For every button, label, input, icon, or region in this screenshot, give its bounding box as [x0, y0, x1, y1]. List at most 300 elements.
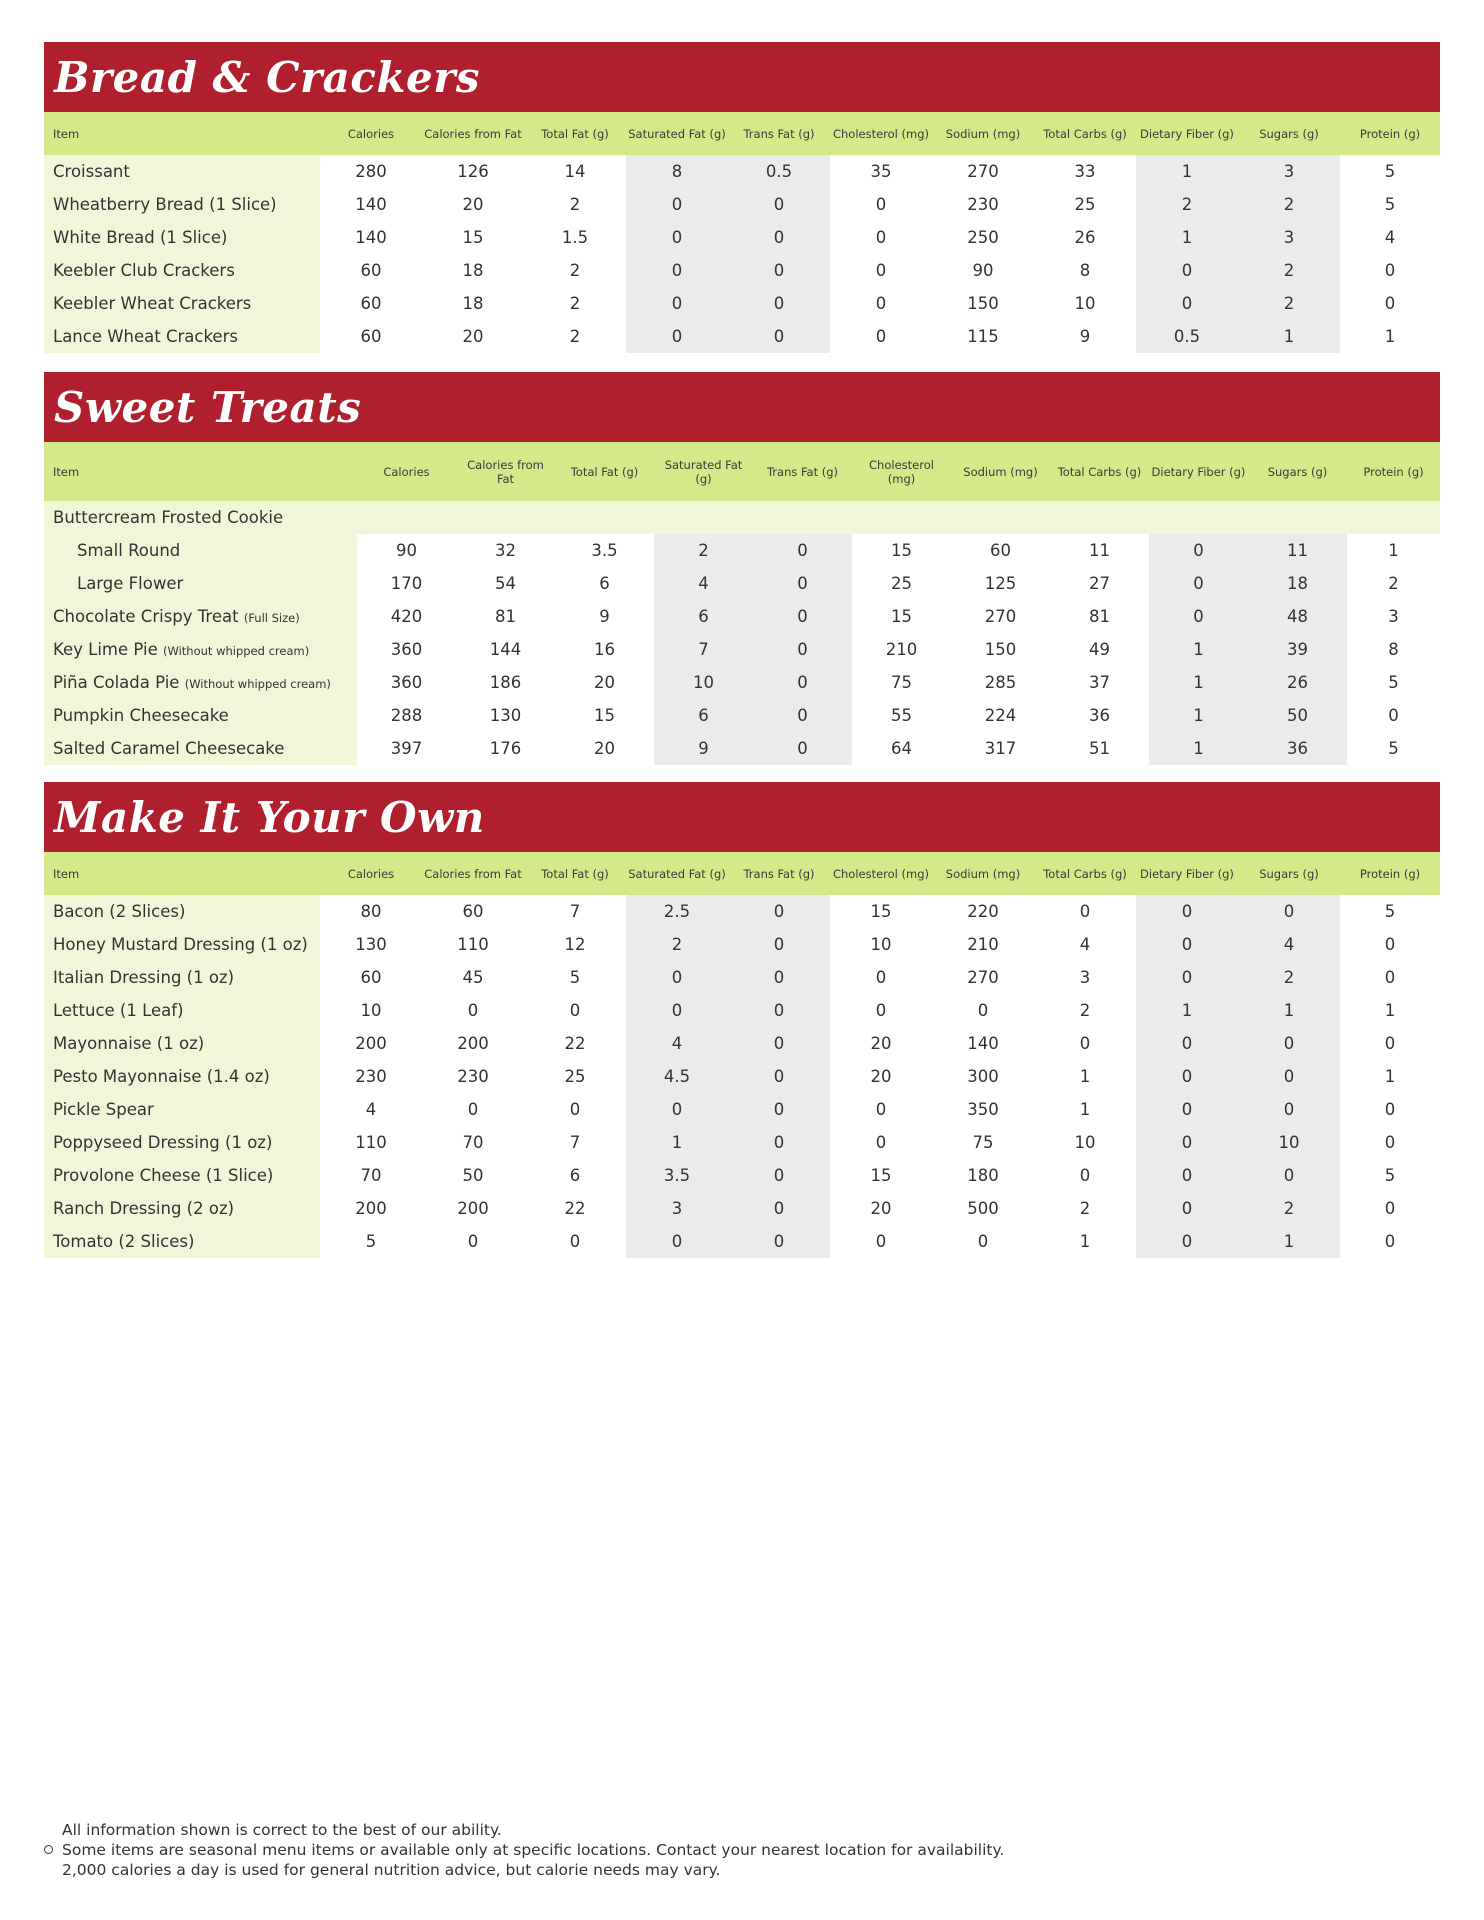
make-it-your-own-section	[44, 782, 1440, 1258]
nutrition-value: 0	[728, 1027, 830, 1060]
item-name-text: White Bread (1 Slice)	[53, 228, 228, 247]
nutrition-value: 0	[875, 968, 887, 987]
nutrition-value: 1	[1149, 699, 1248, 732]
table-row	[44, 1192, 1440, 1225]
item-name	[44, 895, 320, 928]
nutrition-value: 1	[1149, 666, 1248, 699]
nutrition-value: 0	[875, 1232, 887, 1251]
nutrition-value: 0.5	[1136, 320, 1238, 353]
table-row	[44, 666, 1440, 699]
nutrition-value: 270	[967, 968, 999, 987]
column-header: Cholesterol (mg)	[852, 442, 951, 501]
nutrition-value: 22	[564, 1199, 586, 1218]
table-row	[44, 320, 1440, 353]
nutrition-value: 0	[1149, 534, 1248, 567]
table-row	[44, 961, 1440, 994]
column-header: Item	[44, 852, 320, 895]
nutrition-value: 125	[984, 574, 1017, 593]
nutrition-value: 1	[1238, 1225, 1340, 1258]
nutrition-value: 1	[1079, 1100, 1091, 1119]
column-header: Dietary Fiber (g)	[1149, 442, 1248, 501]
column-header: Sugars (g)	[1248, 442, 1347, 501]
column-header: Sugars (g)	[1238, 112, 1340, 155]
nutrition-value: 317	[984, 739, 1017, 758]
nutrition-value: 144	[489, 640, 522, 659]
nutrition-value: 3	[1388, 607, 1399, 626]
circle-bullet-icon	[44, 1845, 53, 1854]
table-header-row	[44, 442, 1440, 501]
nutrition-value: 0	[977, 1232, 989, 1251]
nutrition-value: 0	[1136, 287, 1238, 320]
nutrition-value: 3	[626, 1192, 728, 1225]
nutrition-value: 0	[1136, 1126, 1238, 1159]
nutrition-value: 39	[1248, 633, 1347, 666]
nutrition-value: 200	[355, 1034, 387, 1053]
nutrition-value: 3	[1079, 968, 1091, 987]
nutrition-value: 7	[654, 633, 753, 666]
nutrition-value: 0	[626, 320, 728, 353]
table-header-row	[44, 112, 1440, 155]
nutrition-value: 0	[728, 928, 830, 961]
column-header: Dietary Fiber (g)	[1136, 852, 1238, 895]
item-name	[44, 928, 320, 961]
item-name-text: Lance Wheat Crackers	[53, 327, 238, 346]
nutrition-value: 35	[870, 162, 892, 181]
nutrition-value: 70	[360, 1166, 382, 1185]
nutrition-value: 0	[1238, 1060, 1340, 1093]
nutrition-value: 0	[1136, 1027, 1238, 1060]
nutrition-value: 0	[753, 699, 852, 732]
nutrition-value: 0	[875, 261, 887, 280]
nutrition-value: 64	[891, 739, 912, 758]
nutrition-value: 70	[462, 1133, 484, 1152]
item-name-text: Provolone Cheese (1 Slice)	[53, 1166, 274, 1185]
nutrition-value: 0	[1136, 1060, 1238, 1093]
nutrition-value: 4	[1384, 228, 1396, 247]
column-header: Dietary Fiber (g)	[1136, 112, 1238, 155]
nutrition-value: 0	[1384, 1232, 1396, 1251]
item-name-text: Key Lime Pie	[53, 640, 158, 659]
nutrition-value: 0	[1238, 1159, 1340, 1192]
item-name	[44, 1225, 320, 1258]
nutrition-value: 0	[728, 320, 830, 353]
nutrition-value: 14	[564, 162, 586, 181]
nutrition-value: 18	[462, 294, 484, 313]
nutrition-value: 1	[1079, 1232, 1091, 1251]
nutrition-value: 2	[1388, 574, 1399, 593]
footer-line-text: Some items are seasonal menu items or available only at specific locations. Contact your nearest location for availability.	[62, 1841, 1005, 1859]
nutrition-value: 0	[753, 732, 852, 765]
nutrition-value: 0	[875, 1001, 887, 1020]
nutrition-value: 2	[1238, 254, 1340, 287]
nutrition-value: 1	[1136, 994, 1238, 1027]
nutrition-value: 8	[1079, 261, 1091, 280]
nutrition-value: 48	[1248, 600, 1347, 633]
nutrition-value: 8	[1388, 640, 1399, 659]
item-name-text: Chocolate Crispy Treat	[53, 607, 239, 626]
nutrition-value: 15	[870, 1166, 892, 1185]
nutrition-value: 9	[599, 607, 610, 626]
nutrition-value: 220	[967, 902, 999, 921]
item-name-text: Small Round	[77, 541, 181, 560]
nutrition-value: 210	[885, 640, 918, 659]
nutrition-value: 0	[728, 1192, 830, 1225]
nutrition-value: 4	[365, 1100, 377, 1119]
nutrition-value: 2	[1238, 961, 1340, 994]
column-header: Calories from Fat	[422, 112, 524, 155]
nutrition-value: 0	[467, 1001, 479, 1020]
nutrition-value: 0	[1136, 1093, 1238, 1126]
nutrition-value: 25	[891, 574, 912, 593]
nutrition-value: 2	[1079, 1199, 1091, 1218]
column-header: Sugars (g)	[1238, 852, 1340, 895]
nutrition-value: 1	[1238, 994, 1340, 1027]
nutrition-value: 90	[396, 541, 417, 560]
table-row	[44, 1093, 1440, 1126]
table-row	[44, 1126, 1440, 1159]
nutrition-value: 0	[1238, 1027, 1340, 1060]
item-name	[44, 534, 357, 567]
nutrition-value: 2	[1238, 1192, 1340, 1225]
nutrition-value: 300	[967, 1067, 999, 1086]
column-header: Total Fat (g)	[555, 442, 654, 501]
nutrition-value: 15	[891, 541, 912, 560]
nutrition-value: 0	[626, 221, 728, 254]
nutrition-value: 5	[1384, 902, 1396, 921]
nutrition-value: 200	[355, 1199, 387, 1218]
table-row	[44, 1159, 1440, 1192]
footer-line: All information shown is correct to the best of our ability.	[62, 1821, 502, 1839]
item-name-text: Salted Caramel Cheesecake	[53, 739, 285, 758]
nutrition-value: 5	[1384, 162, 1396, 181]
item-name	[44, 287, 320, 320]
nutrition-value: 0	[977, 1001, 989, 1020]
column-header: Item	[44, 442, 357, 501]
nutrition-value: 7	[569, 1133, 581, 1152]
nutrition-value: 270	[984, 607, 1017, 626]
nutrition-value: 0	[626, 1225, 728, 1258]
nutrition-value: 37	[1089, 673, 1110, 692]
column-header: Total Carbs (g)	[1050, 442, 1149, 501]
item-name	[44, 1192, 320, 1225]
nutrition-value: 51	[1089, 739, 1110, 758]
nutrition-value: 0	[875, 327, 887, 346]
item-name-text: Pumpkin Cheesecake	[53, 706, 229, 725]
table-row	[44, 567, 1440, 600]
nutrition-value: 224	[984, 706, 1017, 725]
column-header: Item	[44, 112, 320, 155]
item-name-text: Italian Dressing (1 oz)	[53, 968, 235, 987]
item-name-text: Tomato (2 Slices)	[53, 1232, 195, 1251]
nutrition-value: 32	[495, 541, 516, 560]
nutrition-value: 81	[1089, 607, 1110, 626]
nutrition-value: 33	[1074, 162, 1096, 181]
item-name	[44, 699, 357, 732]
item-name	[44, 254, 320, 287]
nutrition-value: 0	[728, 1060, 830, 1093]
column-header: Total Carbs (g)	[1034, 852, 1136, 895]
nutrition-value: 360	[390, 640, 423, 659]
nutrition-value: 2	[569, 327, 581, 346]
nutrition-value: 1.5	[561, 228, 589, 247]
nutrition-value: 0	[728, 1225, 830, 1258]
nutrition-value: 4	[1238, 928, 1340, 961]
nutrition-value: 60	[462, 902, 484, 921]
column-header: Saturated Fat (g)	[654, 442, 753, 501]
nutrition-value: 0	[626, 1093, 728, 1126]
nutrition-value: 176	[489, 739, 522, 758]
nutrition-value: 0	[467, 1100, 479, 1119]
nutrition-value: 6	[569, 1166, 581, 1185]
nutrition-value: 200	[457, 1034, 489, 1053]
nutrition-value: 230	[457, 1067, 489, 1086]
nutrition-value: 0	[626, 994, 728, 1027]
nutrition-value: 7	[569, 902, 581, 921]
item-name	[44, 1060, 320, 1093]
nutrition-value: 0	[1384, 968, 1396, 987]
nutrition-value: 45	[462, 968, 484, 987]
nutrition-value: 0	[1136, 928, 1238, 961]
column-header: Trans Fat (g)	[728, 852, 830, 895]
nutrition-value: 0	[753, 633, 852, 666]
section-title: Make It Your Own	[44, 782, 1440, 852]
nutrition-value: 2.5	[626, 895, 728, 928]
nutrition-value: 4	[654, 567, 753, 600]
nutrition-value: 0	[753, 534, 852, 567]
item-name	[44, 1027, 320, 1060]
nutrition-value: 36	[1089, 706, 1110, 725]
nutrition-value: 54	[495, 574, 516, 593]
item-name	[44, 666, 357, 699]
item-name	[44, 1126, 320, 1159]
nutrition-value: 0	[1384, 935, 1396, 954]
item-name	[44, 567, 357, 600]
item-name-text: Mayonnaise (1 oz)	[53, 1034, 205, 1053]
item-name	[44, 994, 320, 1027]
nutrition-table	[44, 442, 1440, 765]
nutrition-value: 1	[1384, 1067, 1396, 1086]
nutrition-value: 10	[1238, 1126, 1340, 1159]
nutrition-value: 5	[1388, 673, 1399, 692]
nutrition-value: 1	[1384, 1001, 1396, 1020]
nutrition-value: 360	[390, 673, 423, 692]
nutrition-value: 50	[1248, 699, 1347, 732]
nutrition-value: 0	[1388, 706, 1399, 725]
nutrition-value: 4	[626, 1027, 728, 1060]
nutrition-value: 0.5	[728, 155, 830, 188]
nutrition-value: 180	[967, 1166, 999, 1185]
nutrition-value: 0	[1384, 1133, 1396, 1152]
column-header: Calories	[357, 442, 456, 501]
nutrition-value: 4.5	[626, 1060, 728, 1093]
nutrition-value: 10	[654, 666, 753, 699]
nutrition-value: 230	[967, 195, 999, 214]
column-header: Total Carbs (g)	[1034, 112, 1136, 155]
item-note: (Full Size)	[243, 611, 300, 625]
nutrition-value: 280	[355, 162, 387, 181]
nutrition-value: 0	[1136, 895, 1238, 928]
item-name	[44, 320, 320, 353]
nutrition-value: 0	[569, 1100, 581, 1119]
footer-line	[44, 1840, 1004, 1860]
table-row	[44, 254, 1440, 287]
nutrition-value: 110	[355, 1133, 387, 1152]
table-row	[44, 633, 1440, 666]
nutrition-value: 26	[1248, 666, 1347, 699]
nutrition-value: 9	[1079, 327, 1091, 346]
nutrition-value: 3.5	[626, 1159, 728, 1192]
item-name-text: Pesto Mayonnaise (1.4 oz)	[53, 1067, 270, 1086]
nutrition-value: 20	[462, 327, 484, 346]
column-header: Trans Fat (g)	[728, 112, 830, 155]
nutrition-value: 0	[875, 1133, 887, 1152]
column-header: Total Fat (g)	[524, 112, 626, 155]
nutrition-value: 0	[626, 188, 728, 221]
nutrition-value: 9	[654, 732, 753, 765]
group-label: Buttercream Frosted Cookie	[44, 501, 1440, 534]
section-title: Sweet Treats	[44, 372, 1440, 442]
nutrition-value: 140	[355, 228, 387, 247]
group-row	[44, 501, 1440, 534]
column-header: Calories	[320, 112, 422, 155]
nutrition-value: 90	[972, 261, 994, 280]
nutrition-value: 49	[1089, 640, 1110, 659]
item-name-text: Poppyseed Dressing (1 oz)	[53, 1133, 273, 1152]
column-header: Saturated Fat (g)	[626, 852, 728, 895]
nutrition-value: 3.5	[591, 541, 618, 560]
nutrition-value: 0	[728, 895, 830, 928]
nutrition-value: 2	[569, 261, 581, 280]
nutrition-value: 5	[1384, 195, 1396, 214]
table-row	[44, 895, 1440, 928]
nutrition-value: 115	[967, 327, 999, 346]
nutrition-value: 186	[489, 673, 522, 692]
nutrition-value: 0	[1149, 600, 1248, 633]
nutrition-value: 1	[1149, 633, 1248, 666]
nutrition-value: 285	[984, 673, 1017, 692]
nutrition-value: 0	[728, 221, 830, 254]
nutrition-value: 0	[875, 294, 887, 313]
column-header: Calories	[320, 852, 422, 895]
nutrition-value: 2	[569, 195, 581, 214]
nutrition-value: 18	[462, 261, 484, 280]
nutrition-value: 20	[594, 739, 615, 758]
nutrition-value: 0	[1238, 1093, 1340, 1126]
nutrition-value: 1	[1136, 221, 1238, 254]
nutrition-table	[44, 112, 1440, 353]
nutrition-value: 0	[1384, 1034, 1396, 1053]
nutrition-value: 2	[1136, 188, 1238, 221]
sweet-treats-section	[44, 372, 1440, 765]
item-name-text: Keebler Wheat Crackers	[53, 294, 252, 313]
nutrition-value: 6	[599, 574, 610, 593]
nutrition-value: 6	[654, 600, 753, 633]
item-name-text: Bacon (2 Slices)	[53, 902, 186, 921]
item-name	[44, 732, 357, 765]
column-header: Sodium (mg)	[932, 852, 1034, 895]
item-note: (Without whipped cream)	[162, 644, 310, 658]
nutrition-value: 270	[967, 162, 999, 181]
table-row	[44, 994, 1440, 1027]
bread-crackers-section	[44, 42, 1440, 353]
nutrition-value: 0	[728, 287, 830, 320]
nutrition-value: 0	[1149, 567, 1248, 600]
column-header: Sodium (mg)	[951, 442, 1050, 501]
item-name	[44, 155, 320, 188]
nutrition-value: 10	[870, 935, 892, 954]
nutrition-value: 2	[1079, 1001, 1091, 1020]
item-name-text: Ranch Dressing (2 oz)	[53, 1199, 235, 1218]
nutrition-value: 75	[891, 673, 912, 692]
column-header: Total Fat (g)	[524, 852, 626, 895]
table-header-row	[44, 852, 1440, 895]
nutrition-value: 0	[467, 1232, 479, 1251]
nutrition-value: 0	[728, 961, 830, 994]
nutrition-value: 0	[626, 961, 728, 994]
nutrition-value: 16	[594, 640, 615, 659]
item-name	[44, 188, 320, 221]
nutrition-value: 50	[462, 1166, 484, 1185]
footer-line: 2,000 calories a day is used for general nutrition advice, but calorie needs may vary.	[62, 1861, 721, 1879]
column-header: Saturated Fat (g)	[626, 112, 728, 155]
table-row	[44, 155, 1440, 188]
nutrition-value: 20	[870, 1034, 892, 1053]
item-name-text: Wheatberry Bread (1 Slice)	[53, 195, 277, 214]
nutrition-value: 75	[972, 1133, 994, 1152]
table-row	[44, 221, 1440, 254]
item-name-text: Croissant	[53, 162, 130, 181]
nutrition-value: 0	[728, 994, 830, 1027]
column-header: Cholesterol (mg)	[830, 852, 932, 895]
nutrition-value: 200	[457, 1199, 489, 1218]
nutrition-value: 170	[390, 574, 423, 593]
nutrition-value: 11	[1089, 541, 1110, 560]
nutrition-value: 15	[462, 228, 484, 247]
nutrition-value: 5	[1388, 739, 1399, 758]
item-name	[44, 1093, 320, 1126]
nutrition-value: 0	[1136, 1192, 1238, 1225]
column-header: Trans Fat (g)	[753, 442, 852, 501]
nutrition-value: 140	[967, 1034, 999, 1053]
nutrition-value: 0	[626, 254, 728, 287]
item-note: (Without whipped cream)	[184, 677, 331, 691]
nutrition-value: 0	[728, 254, 830, 287]
nutrition-value: 0	[753, 600, 852, 633]
nutrition-value: 0	[1079, 1034, 1091, 1053]
nutrition-value: 60	[360, 294, 382, 313]
nutrition-value: 0	[728, 188, 830, 221]
item-name-text: Lettuce (1 Leaf)	[53, 1001, 184, 1020]
nutrition-value: 36	[1248, 732, 1347, 765]
nutrition-value: 0	[753, 666, 852, 699]
nutrition-value: 230	[355, 1067, 387, 1086]
nutrition-value: 0	[875, 228, 887, 247]
nutrition-value: 0	[875, 195, 887, 214]
table-row	[44, 732, 1440, 765]
nutrition-value: 60	[360, 261, 382, 280]
nutrition-value: 1	[1238, 320, 1340, 353]
nutrition-value: 12	[564, 935, 586, 954]
footer-disclaimer	[44, 1820, 1004, 1880]
nutrition-value: 130	[355, 935, 387, 954]
table-row	[44, 534, 1440, 567]
nutrition-value: 2	[1238, 287, 1340, 320]
nutrition-value: 10	[1074, 1133, 1096, 1152]
nutrition-value: 5	[569, 968, 581, 987]
nutrition-value: 20	[462, 195, 484, 214]
item-name	[44, 633, 357, 666]
nutrition-value: 11	[1248, 534, 1347, 567]
